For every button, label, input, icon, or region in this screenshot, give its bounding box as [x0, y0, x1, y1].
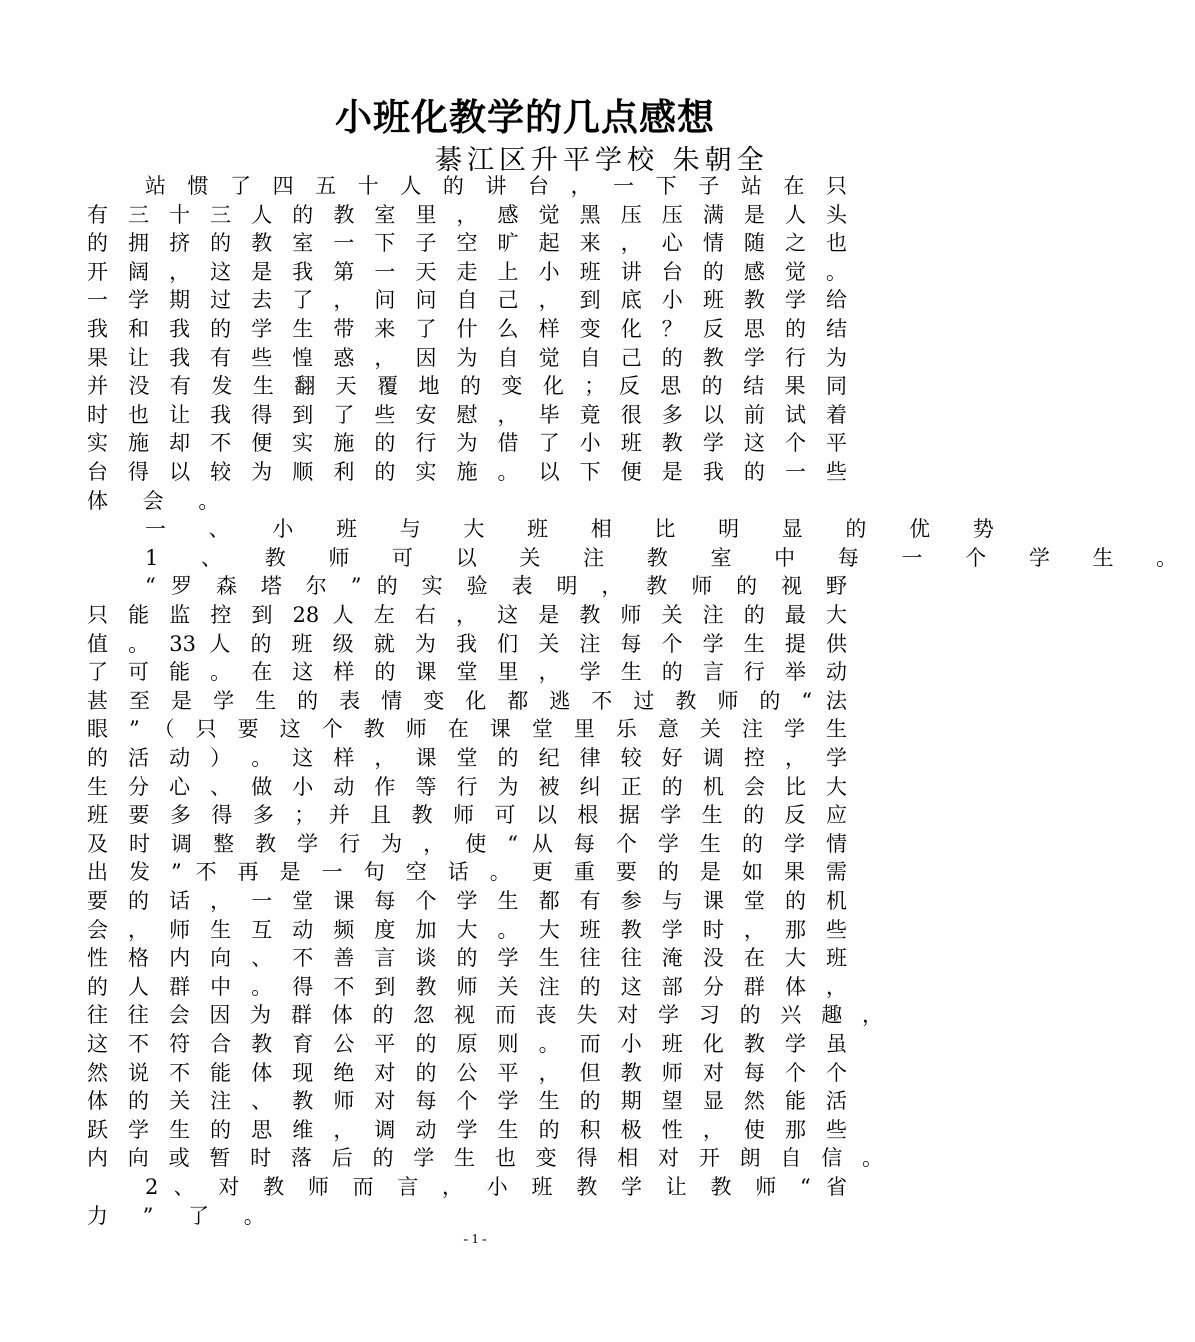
body-line: 力 ” 了 。	[87, 1203, 279, 1228]
subsection-heading: 2 、 对 教 师 而 言 ， 小 班 教 学 让 教 师 “ 省	[145, 1175, 847, 1199]
body-line: 的 活 动 ） 。 这 样 ， 课 堂 的 纪 律 较 好 调 控 ， 学	[87, 746, 847, 770]
body-line: 往 往 会 因 为 群 体 的 忽 视 而 丧 失 对 学 习 的 兴 趣 ，	[87, 1003, 883, 1028]
body-line: 然 说 不 能 体 现 绝 对 的 公 平 ， 但 教 师 对 每 个 个	[87, 1060, 847, 1085]
body-line: 这 不 符 合 教 育 公 平 的 原 则 。 而 小 班 化 教 学 虽	[87, 1032, 847, 1056]
body-line: 值 。 33 人 的 班 级 就 为 我 们 关 注 每 个 学 生 提 供	[87, 631, 847, 656]
subsection-heading: 1 、 教 师 可 以 关 注 教 室 中 每 一 个 学 生 。	[145, 545, 1195, 570]
document-title: 小班化教学的几点感想	[335, 95, 715, 139]
body-line: 体 的 关 注 、 教 师 对 每 个 学 生 的 期 望 显 然 能 活	[87, 1089, 847, 1114]
body-line: 内 向 或 暂 时 落 后 的 学 生 也 变 得 相 对 开 朗 自 信 。	[87, 1146, 883, 1171]
body-line: 台 得 以 较 为 顺 利 的 实 施 。 以 下 便 是 我 的 一 些	[87, 460, 847, 484]
body-line: 果 让 我 有 些 惶 惑 ， 因 为 自 觉 自 己 的 教 学 行 为	[87, 345, 847, 370]
body-line: 我 和 我 的 学 生 带 来 了 什 么 样 变 化 ？ 反 思 的 结	[87, 317, 847, 341]
body-line: 生 分 心 、 做 小 动 作 等 行 为 被 纠 正 的 机 会 比 大	[87, 774, 847, 799]
body-line: 跃 学 生 的 思 维 ， 调 动 学 生 的 积 极 性 ， 使 那 些	[87, 1117, 847, 1142]
body-line: 的 拥 挤 的 教 室 一 下 子 空 旷 起 来 ， 心 情 随 之 也	[87, 231, 847, 256]
body-line: 一 学 期 过 去 了 ， 问 问 自 己 ， 到 底 小 班 教 学 给	[87, 288, 847, 313]
body-line: 班 要 多 得 多 ； 并 且 教 师 可 以 根 据 学 生 的 反 应	[87, 803, 847, 828]
body-line: 时 也 让 我 得 到 了 些 安 慰 ， 毕 竟 很 多 以 前 试 着	[87, 402, 847, 427]
body-line: 只 能 监 控 到 28 人 左 右 ， 这 是 教 师 关 注 的 最 大	[87, 603, 847, 627]
page-number: - 1 -	[463, 1232, 487, 1247]
body-line: 甚 至 是 学 生 的 表 情 变 化 都 逃 不 过 教 师 的 “ 法	[87, 688, 847, 713]
body-line: 会 ， 师 生 互 动 频 度 加 大 。 大 班 教 学 时 ， 那 些	[87, 917, 847, 942]
body-line: 眼 ” （ 只 要 这 个 教 师 在 课 堂 里 乐 意 关 注 学 生	[87, 717, 847, 742]
body-line: 性 格 内 向 、 不 善 言 谈 的 学 生 往 往 淹 没 在 大 班	[87, 946, 847, 971]
body-line: 有 三 十 三 人 的 教 室 里 ， 感 觉 黑 压 压 满 是 人 头	[87, 202, 847, 227]
body-line: 并 没 有 发 生 翻 天 覆 地 的 变 化 ； 反 思 的 结 果 同	[87, 374, 847, 399]
body-line: 出 发 ” 不 再 是 一 句 空 话 。 更 重 要 的 是 如 果 需	[87, 860, 847, 885]
body-line: 了 可 能 。 在 这 样 的 课 堂 里 ， 学 生 的 言 行 举 动	[87, 660, 847, 685]
body-line: 要 的 话 ， 一 堂 课 每 个 学 生 都 有 参 与 课 堂 的 机	[87, 889, 847, 913]
body-line: 及 时 调 整 教 学 行 为 ， 使 “ 从 每 个 学 生 的 学 情	[87, 831, 847, 856]
body-line: “ 罗 森 塔 尔 ” 的 实 验 表 明 ， 教 师 的 视 野	[145, 574, 847, 599]
author-line: 綦江区升平学校 朱朝全	[435, 145, 769, 176]
body-line: 开 阔 ， 这 是 我 第 一 天 走 上 小 班 讲 台 的 感 觉 。	[87, 259, 847, 284]
body-line: 站 惯 了 四 五 十 人 的 讲 台 ， 一 下 子 站 在 只	[145, 174, 847, 198]
section-heading: 一 、 小 班 与 大 班 相 比 明 显 的 优 势	[145, 517, 1012, 542]
body-line: 体 会 。	[87, 488, 234, 513]
body-line: 实 施 却 不 便 实 施 的 行 为 借 了 小 班 教 学 这 个 平	[87, 431, 847, 456]
body-line: 的 人 群 中 。 得 不 到 教 师 关 注 的 这 部 分 群 体 ，	[87, 974, 847, 999]
